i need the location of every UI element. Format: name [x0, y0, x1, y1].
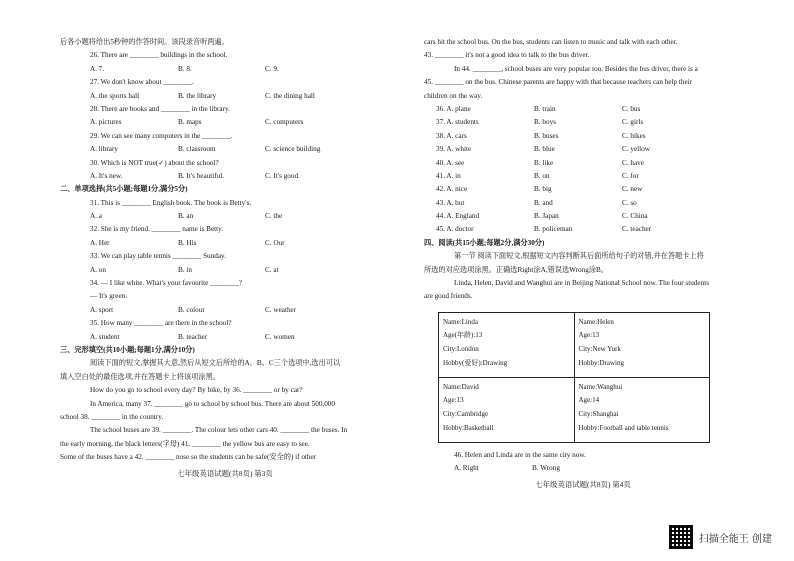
section-4-instructions-cont: 所选的对应选项涂黑。正确选Right涂A,错误选Wrong涂B。 [424, 265, 608, 274]
options-26: A. 7. B. 8. C. 9. [90, 64, 279, 73]
section-3-instructions-cont: 填入空白处的最佳选项,并在答题卡上将该项涂黑。 [60, 372, 220, 381]
student-info-table [438, 312, 710, 443]
section-3-heading: 三、完形填空(共10小题;每题1分,满分10分) [60, 345, 195, 354]
cloze-option-row: 43. A. but B. and C. so [436, 198, 637, 207]
cloze-option-row: 37. A. students B. boys C. girls [436, 118, 644, 127]
passage-line: In 44. ________, school buses are very popular too. Besides the bus driver, there is a [454, 64, 698, 73]
question-34-reply: — It's green. [90, 292, 128, 301]
student-card-helen: Name:Helen Age:13 City:New York Hobby:Drawing [574, 312, 710, 377]
options-34: A. sport B. colour C. weather [90, 305, 297, 314]
cloze-option-row: 40. A. see B. like C. have [436, 158, 644, 167]
question-32: 32. She is my friend. ________ name is Betty. [90, 225, 224, 234]
page-footer-4: 七年级英语试题(共8页) 第4页 [535, 479, 631, 489]
question-29: 29. We can see many computers in the ________. [90, 131, 233, 140]
cloze-option-row: 44. A. England B. Japan C. China [436, 212, 648, 221]
question-27: 27. We don't know about ________. [90, 78, 194, 87]
scanner-watermark [669, 525, 772, 549]
passage-line: Some of the buses have a 42. ________ nose so the students can be safe(安全的) if other [60, 453, 317, 462]
question-35: 35. How many ________ are there in the school? [90, 319, 232, 328]
page-footer-3: 七年级英语试题(共8页) 第3页 [177, 468, 273, 478]
question-34: 34. — I like white. What's your favourite ________? [90, 279, 243, 288]
question-46: 46. Helen and Linda are in the same city now. [454, 450, 586, 459]
passage-line: 43. ________ it's not a good idea to talk to the bus driver. [424, 51, 590, 60]
reading-intro-cont: are good friends. [424, 292, 473, 301]
cloze-option-row: 41. A. in B. on C. for [436, 171, 639, 180]
question-33: 33. We can play table tennis ________ Sunday. [90, 252, 226, 261]
reading-intro: Linda, Helen, David and Wanghui are in Beijing National School now. The four students [454, 279, 709, 288]
cloze-option-row: 39. A. white B. blue C. yellow [436, 145, 650, 154]
section-3-instructions: 阅读下面的短文,掌握其大意,然后从短文后所给的A、B、C三个选项中,选出可以 [90, 359, 341, 368]
left-page [60, 36, 390, 480]
passage-line: children on the way. [424, 91, 483, 100]
passage-line: How do you go to school every day? By bike, by 36. ________ or by car? [90, 386, 303, 395]
question-26: 26. There are ________ buildings in the school. [90, 51, 228, 60]
right-page [424, 36, 742, 491]
qr-code-icon [669, 525, 693, 549]
options-32: A. Her B. His C. Our [90, 238, 285, 247]
section-2-heading: 二、单项选择(共5小题;每题1分,满分5分) [60, 185, 188, 194]
passage-line: cars hit the school bus. On the bus, students can listen to music and talk with each other. [424, 38, 678, 46]
cloze-option-row: 42. A. nice B. big C. new [436, 185, 643, 194]
passage-line: In America, many 37. ________ go to school by school bus. There are about 500,000 [90, 399, 335, 408]
options-35: A. student B. teacher C. women [90, 332, 295, 341]
options-27: A. the sports hall B. the library C. the dining hall [90, 91, 315, 100]
question-30: 30. Which is NOT true(✓) about the school? [90, 158, 219, 167]
cloze-option-row: 38. A. cars B. buses C. bikes [436, 131, 646, 140]
passage-line: the early morning, the black letters(字母) 41. ________ the yellow bus are easy to see. [60, 439, 310, 448]
section-4-heading: 四、阅读(共15小题;每题2分,满分30分) [424, 238, 545, 247]
student-card-david: Name:David Age:13 City:Cambridge Hobby:Basketball [439, 377, 575, 442]
watermark-text: 扫描全能王 创建 [698, 533, 772, 545]
cloze-option-row: 36. A. plane B. train C. bus [436, 104, 641, 113]
options-31: A. a B. an C. the [90, 212, 283, 221]
options-46: A. Right B. Wrong [454, 464, 560, 473]
section-4-instructions: 第一节 阅读下面短文,根据短文内容判断其后面所给句子的对错,并在答题卡上将 [454, 252, 704, 261]
passage-line: 45. ________ on the bus. Chinese parents are happy with that because teachers can help their [424, 78, 693, 87]
options-29: A. library B. classroom C. science building [90, 145, 321, 154]
student-card-wanghui: Name:Wanghui Age:14 City:Shanghai Hobby:Football and table tennis [574, 377, 710, 442]
question-31: 31. This is ________ English book. The book is Betty's. [90, 198, 252, 207]
cloze-options [424, 103, 742, 237]
question-28: 28. There are books and ________ in the library. [90, 104, 230, 113]
cloze-option-row: 45. A. doctor B. policeman C. teacher [436, 225, 652, 234]
student-card-linda: Name:Linda Age(年龄):13 City:London Hobby(爱好):Drawing [439, 312, 575, 377]
passage-line: The school buses are 39. ________. The colour lets other cars 40. ________ the buses. In [90, 426, 348, 435]
listening-intro: 后各小题将给出5秒钟的作答时间。该段录音听两遍。 [60, 38, 229, 46]
options-33: A. on B. in C. at [90, 265, 279, 274]
options-28: A. pictures B. maps C. computers [90, 118, 304, 127]
options-30: A. It's new. B. It's beautiful. C. It's good. [90, 171, 300, 180]
passage-line: school 38. ________ in the country. [60, 412, 164, 421]
